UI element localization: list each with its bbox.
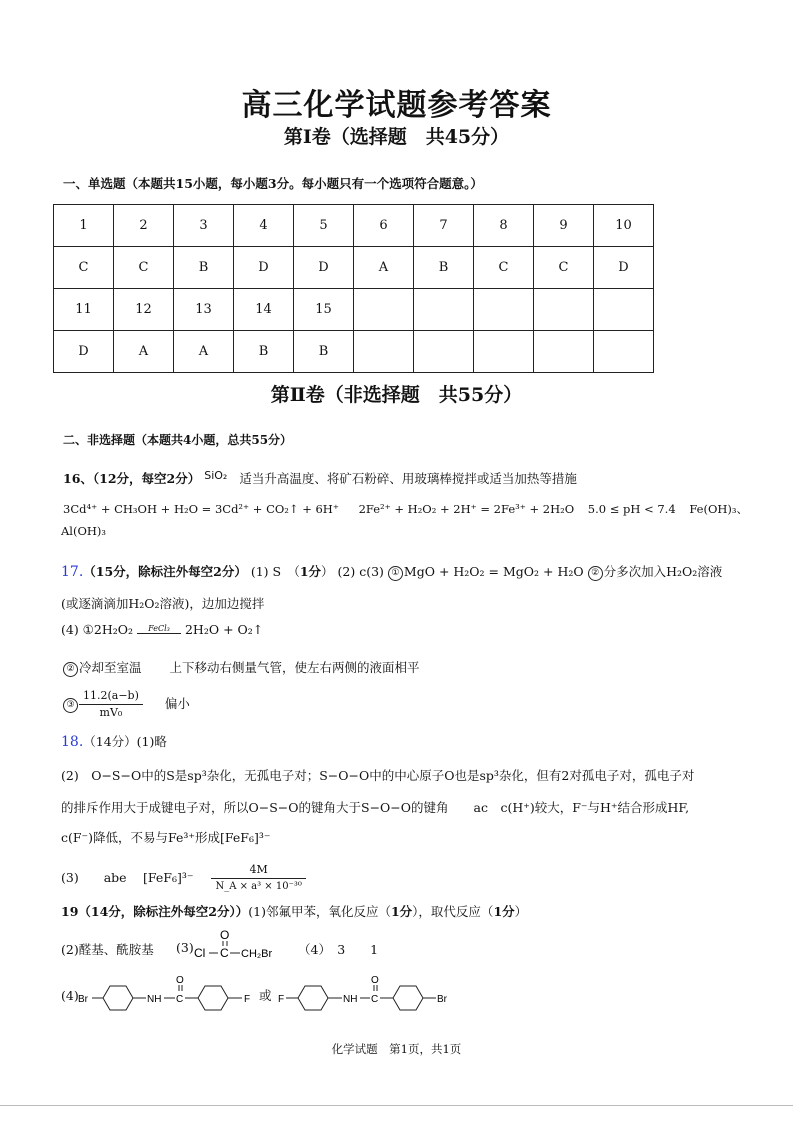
table-cell: 14 [234, 289, 294, 331]
table-cell [474, 289, 534, 331]
q18-fraction [211, 862, 305, 895]
q18-line1: (2) O−S−O中的S是sp³杂化，无孤电子对；S−O−O中的中心原子O也是sp³杂化，但有2对孤电子对，孤电子对 [61, 768, 695, 783]
q17-line2: (或逐滴滴加H₂O₂溶液)，边加边搅拌 [61, 596, 265, 611]
table-cell: B [414, 247, 474, 289]
o-label: O [220, 928, 230, 942]
cl-label: Cl [194, 946, 206, 960]
q16-label: 16、（12分，每空2分） [63, 471, 201, 486]
nh-label: NH [343, 994, 358, 1005]
q19-p5: (4) [61, 988, 79, 1003]
table-cell: 13 [174, 289, 234, 331]
o-label: O [371, 975, 379, 986]
table-cell: C [474, 247, 534, 289]
table-cell [354, 289, 414, 331]
q19-p4: （4） 3 1 [298, 942, 379, 957]
q18-line3: c(F⁻)降低，不易与Fe³⁺形成[FeF₆]³⁻ [61, 830, 271, 845]
q19-p3: (3) [176, 940, 194, 955]
table-cell [414, 289, 474, 331]
q19-p1-score: 1分 [390, 904, 413, 919]
benzene-ring [298, 986, 328, 1010]
q17-line4 [63, 658, 420, 677]
q17-label: 17. [61, 564, 84, 580]
table-cell: 7 [414, 205, 474, 247]
br-label: Br [437, 994, 447, 1005]
table-cell [474, 331, 534, 373]
answer-table [53, 204, 654, 373]
section2-heading: 二、非选择题（本题共4小题，总共55分） [63, 433, 293, 447]
ch2br-label: CH₂Br [241, 948, 273, 960]
table-cell: A [174, 331, 234, 373]
nh-label: NH [147, 994, 162, 1005]
table-cell: 3 [174, 205, 234, 247]
table-cell [534, 289, 594, 331]
q19-p1-mid: ），取代反应（ [412, 904, 494, 919]
fraction-denominator: mV₀ [99, 706, 123, 719]
q19-p1: (1)邻氟甲苯，氧化反应（ [248, 904, 391, 919]
arrow-line [137, 633, 181, 634]
or-text: 或 [259, 988, 272, 1003]
q18-line4 [61, 862, 306, 895]
q16-sio2: SiO₂ [204, 469, 228, 482]
table-cell: 5 [294, 205, 354, 247]
section1-heading: 一、单选题（本题共15小题，每小题3分。每小题只有一个选项符合题意。） [63, 176, 483, 191]
page-divider [0, 1105, 793, 1106]
circled-2: ② [63, 662, 78, 677]
q17-p1-score: 1分 [299, 564, 322, 579]
q16-ph: 5.0 ≤ pH < 7.4 [587, 502, 676, 516]
q16-ppt2: Al(OH)₃ [61, 524, 107, 538]
table-cell: 11 [54, 289, 114, 331]
table-cell [594, 331, 654, 373]
table-cell: 10 [594, 205, 654, 247]
q18-label: 18. [61, 734, 84, 750]
q17-fraction [79, 688, 143, 721]
table-cell [594, 289, 654, 331]
fraction-numerator: 4M [211, 862, 305, 879]
c-label: C [220, 946, 229, 960]
table-cell: B [174, 247, 234, 289]
table-cell [534, 331, 594, 373]
table-cell: B [294, 331, 354, 373]
br-label: Br [78, 994, 88, 1005]
q16-eq2: 2Fe²⁺ + H₂O₂ + 2H⁺ = 2Fe³⁺ + 2H₂O [358, 502, 575, 516]
table-cell: 12 [114, 289, 174, 331]
page-footer: 化学试题 第1页，共1页 [331, 1042, 462, 1056]
table-cell: C [54, 247, 114, 289]
table-row [54, 331, 654, 373]
part1-title: 第Ⅰ卷（选择题 共45分） [283, 126, 510, 148]
benzene-ring [393, 986, 423, 1010]
q18-label-rest: （14分）(1)略 [83, 734, 167, 749]
table-row [54, 247, 654, 289]
circled-3: ③ [63, 698, 78, 713]
fraction-numerator: 11.2(a−b) [79, 688, 143, 705]
catalyst-label: FeCl₃ [148, 624, 170, 633]
q19-p1-score2: 1分 [493, 904, 515, 919]
q16-eq1: 3Cd⁴⁺ + CH₃OH + H₂O = 3Cd²⁺ + CO₂↑ + 6H⁺ [63, 502, 339, 516]
table-cell: D [594, 247, 654, 289]
table-cell: D [234, 247, 294, 289]
table-cell: B [234, 331, 294, 373]
f-label: F [278, 994, 285, 1005]
table-cell: D [54, 331, 114, 373]
table-cell: A [354, 247, 414, 289]
q16-ppt: Fe(OH)₃、 [689, 502, 749, 516]
table-cell [354, 331, 414, 373]
structure-br-benzanilide [76, 972, 262, 1012]
circled-1: ① [388, 566, 403, 581]
q16-measures: 适当升高温度、将矿石粉碎、用玻璃棒搅拌或适当加热等措施 [239, 471, 577, 486]
o-label: O [176, 975, 184, 986]
q19-label: 19（14分，除标注外每空2分）） [61, 904, 249, 919]
table-cell: A [114, 331, 174, 373]
part2-title: 第Ⅱ卷（非选择题 共55分） [270, 384, 523, 406]
table-cell: C [114, 247, 174, 289]
q18-p3: (3) abe [FeF₆]³⁻ [61, 870, 194, 885]
fraction-denominator: N_A × a³ × 10⁻³⁰ [215, 881, 302, 892]
circled-2: ② [588, 566, 603, 581]
q18-line2: 的排斥作用大于成键电子对，所以O−S−O的键角大于S−O−O的键角 ac c(H⁺)较大，F⁻与H⁺结合形成HF, [61, 800, 690, 815]
q17-adjust: 上下移动右侧量气管，使左右两侧的液面相平 [169, 660, 420, 675]
q17-line1 [61, 562, 722, 581]
structure-f-benzanilide [276, 972, 462, 1012]
table-cell: 4 [234, 205, 294, 247]
q17-line5 [63, 688, 190, 721]
table-cell: 1 [54, 205, 114, 247]
q19-p1-end: ） [514, 904, 528, 919]
f-label: F [244, 994, 251, 1005]
q17-result: 偏小 [164, 696, 190, 711]
q17-p3a: 分多次加入H₂O₂溶液 [603, 564, 723, 579]
q19-line1 [61, 902, 527, 920]
page-title: 高三化学试题参考答案 [241, 88, 552, 123]
q17-p2: (2) c(3) [337, 564, 384, 579]
q17-line3 [61, 622, 263, 637]
table-cell [414, 331, 474, 373]
q16-line1 [63, 469, 577, 487]
q18-line0 [61, 732, 167, 750]
table-cell: 15 [294, 289, 354, 331]
q17-label-rest: （15分，除标注外每空2分） [83, 564, 247, 579]
c-label: C [371, 994, 379, 1005]
q16-line2 [63, 501, 748, 517]
table-cell: 2 [114, 205, 174, 247]
q17-p4: (4) ①2H₂O₂ [61, 622, 134, 637]
q17-p1-end: ） [321, 564, 334, 579]
c-label: C [176, 994, 184, 1005]
q17-cool: 冷却至室温 [79, 660, 142, 675]
q17-eq: MgO + H₂O₂ = MgO₂ + H₂O [403, 564, 584, 579]
table-cell: C [534, 247, 594, 289]
table-cell: 9 [534, 205, 594, 247]
q17-p1: (1) S （ [250, 564, 300, 579]
table-cell: D [294, 247, 354, 289]
q19-p2: (2)醛基、酰胺基 [61, 942, 154, 957]
reaction-arrow [137, 624, 181, 634]
q17-p4-end: 2H₂O + O₂↑ [184, 622, 264, 637]
table-cell: 8 [474, 205, 534, 247]
chloroacetyl-structure [192, 926, 282, 966]
table-row [54, 289, 654, 331]
table-cell: 6 [354, 205, 414, 247]
table-row [54, 205, 654, 247]
benzene-ring [103, 986, 133, 1010]
benzene-ring [198, 986, 228, 1010]
